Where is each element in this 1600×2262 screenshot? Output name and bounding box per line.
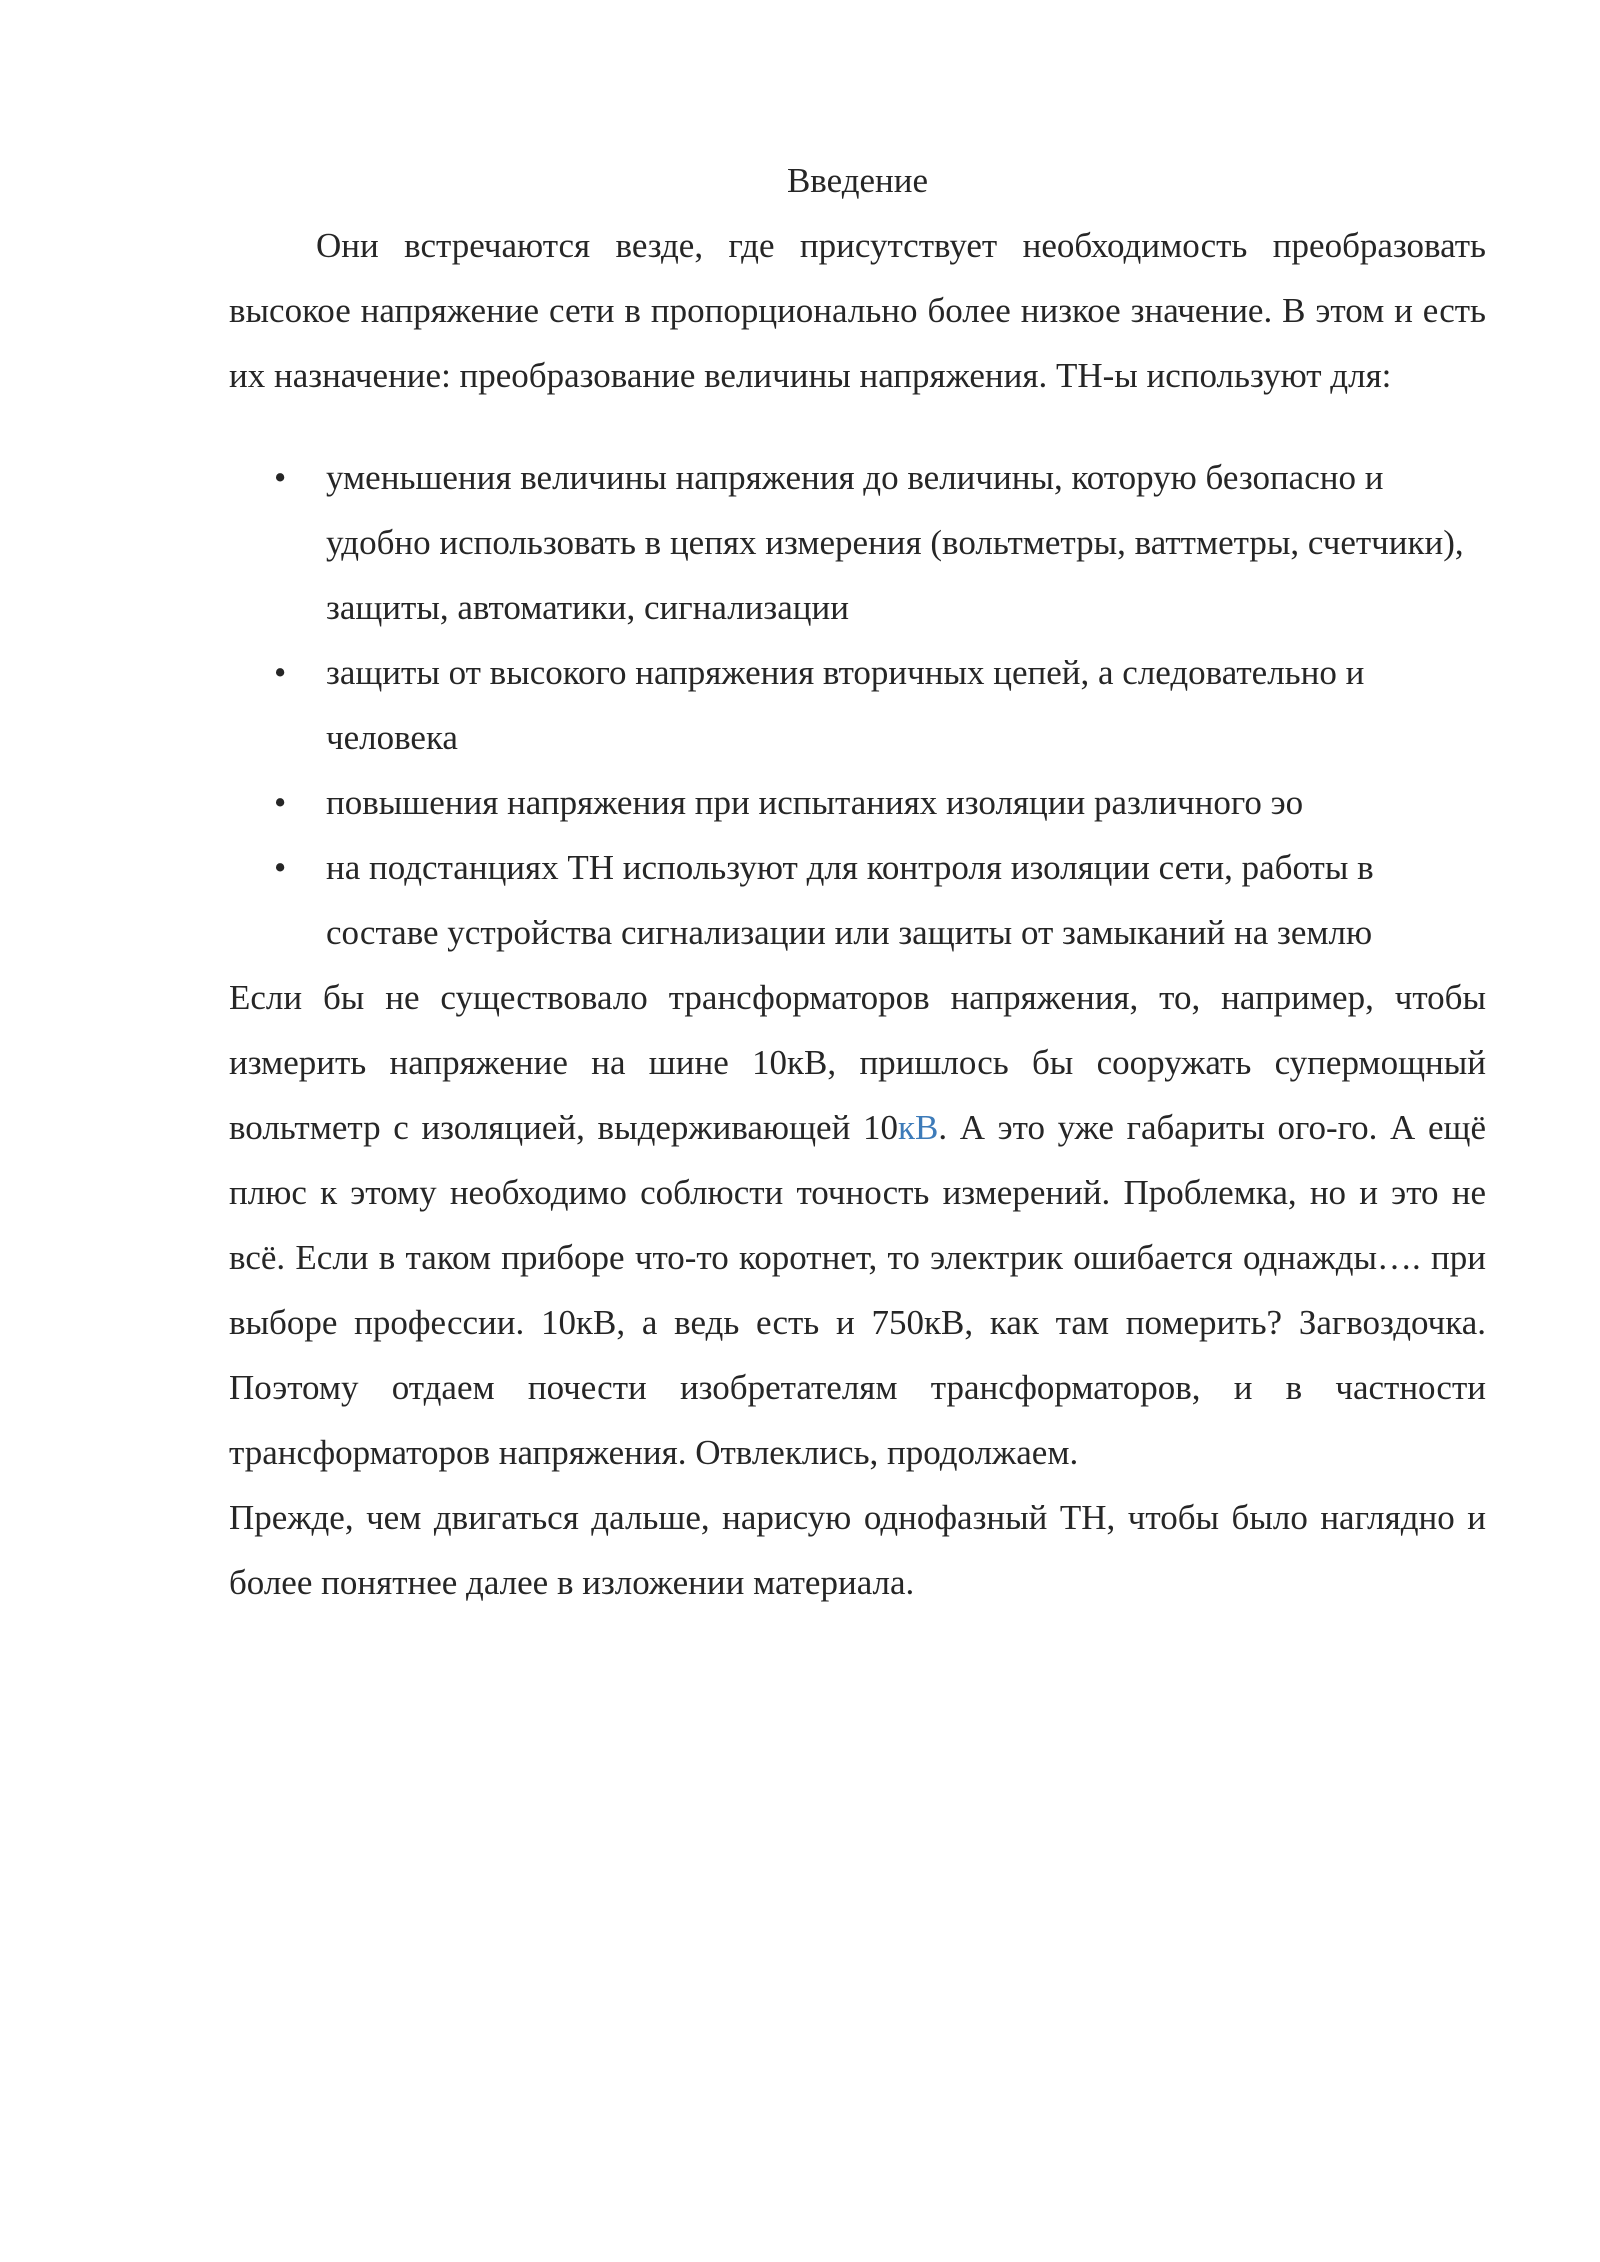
- bullet-icon: •: [274, 653, 287, 692]
- list-item-text: на подстанциях ТН используют для контроля изоляции сети, работы в составе устройства сигнализации или защиты от замыканий на землю: [326, 848, 1374, 952]
- list-item: [229, 835, 1486, 965]
- bullet-icon: •: [274, 458, 287, 497]
- paragraph-2-start: Если бы не существовало трансформаторов напряжения, то, например, чтобы измерить напряжение на шине 10кВ, пришлось бы сооружать супермощный вольтметр с изоляцией, выдерживающей 10: [229, 978, 1486, 1147]
- body-paragraph-2: [229, 965, 1486, 1485]
- list-item-text: уменьшения величины напряжения до величины, которую безопасно и удобно использовать в цепях измерения (вольтметры, ваттметры, счетчики), защиты, автоматики, сигнализации: [326, 458, 1464, 627]
- page-title: Введение: [786, 161, 929, 200]
- kv-link[interactable]: кВ: [897, 1108, 939, 1147]
- bullet-icon: •: [274, 783, 287, 822]
- intro-paragraph: Они встречаются везде, где присутствует необходимость преобразовать высокое напряжение сети в пропорционально более низкое значение. В этом и есть их назначение: преобразование величины напряжения. ТН-ы используют для:: [229, 226, 1486, 395]
- document-page: [229, 148, 1486, 1615]
- list-item: [229, 640, 1486, 770]
- paragraph-2-end: . А это уже габариты ого-го. А ещё плюс к этому необходимо соблюсти точность измерений. Проблемка, но и это не всё. Если в таком приборе что-то коротнет, то электрик ошибается однажды…. при выборе профессии. 10кВ, а ведь есть и 750кВ, как там померить? Загвоздочка. Поэтому отдаем почести изобретателям трансформаторов, и в частности трансформаторов напряжения. Отвлеклись, продолжаем.: [229, 1108, 1486, 1472]
- list-item-text: повышения напряжения при испытаниях изоляции различного эо: [326, 783, 1304, 822]
- bullet-icon: •: [274, 848, 287, 887]
- list-item: [229, 770, 1486, 835]
- list-item-text: защиты от высокого напряжения вторичных цепей, а следовательно и человека: [326, 653, 1365, 757]
- list-item: [229, 445, 1486, 640]
- bullet-list: [229, 445, 1486, 965]
- body-paragraph-3: Прежде, чем двигаться дальше, нарисую однофазный ТН, чтобы было наглядно и более понятнее далее в изложении материала.: [229, 1498, 1486, 1602]
